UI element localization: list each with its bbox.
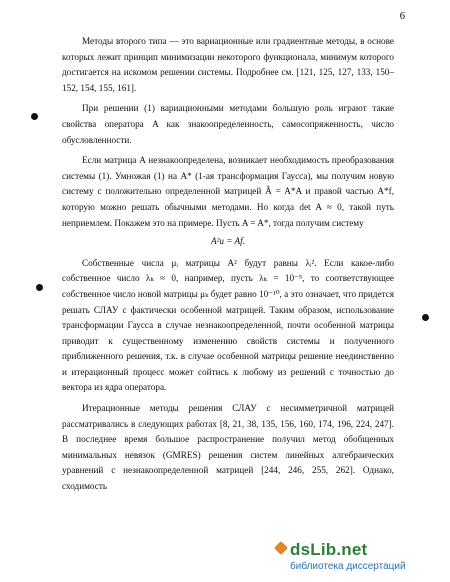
watermark-logo: dsLib.net bbox=[290, 540, 368, 559]
logo-mark-icon bbox=[274, 541, 288, 555]
scan-dot bbox=[31, 113, 38, 120]
page-number: 6 bbox=[399, 11, 405, 22]
document-body bbox=[62, 34, 394, 495]
paragraph-gauss-transformation: Если матрица A незнакоопределена, возникает необходимость преобразования системы (1). Умножая (1) на A* (1-ая трансформация Гаусса), мы получим новую систему с положительно определенной матрицей Â = A*A и правой частью A*f, которую можно решать обычными методами. Но когда det A ≈ 0, такой путь неприемлем. Покажем это на примере. Пусть A = A*, тогда получим систему bbox=[62, 155, 394, 228]
watermark bbox=[290, 540, 440, 576]
formula: A²u = Af. bbox=[210, 236, 246, 247]
paragraph-methods-second-type: Методы второго типа — это вариационные или градиентные методы, в основе которых лежит принцип минимизации некоторого функционала, минимум которого достигается на искомом решении системы. Подробнее см. [121, 125, 127, 133, 150–152, 154, 155, 161]. bbox=[62, 36, 394, 93]
paragraph-eigenvalues: Собственные числа μᵢ матрицы A² будут равны λᵢ². Если какое-либо собственное число λₖ ≈ 0, например, пусть λₖ = 10⁻⁵, то соответствующее собственное число новой матрицы μₖ будет равно 10⁻¹⁰, а это означает, что придется решать СЛАУ с фактически особенной матрицей. Таким образом, использование трансформации Гаусса в случае незнакоопределенной, почти особенной матрицы приводит к существенному изменению свойств системы и полученного приближенного решения, т.к. в случае особенной матрицы решение неединственно и итерационный процесс может сойтись к любому из решений с точностью до вектора из ядра оператора. bbox=[62, 257, 394, 393]
scan-dot bbox=[36, 284, 43, 291]
paragraph-operator-properties: При решении (1) вариационными методами большую роль играют такие свойства оператора A как знакоопределенность, самосопряженность, число обусловленности. bbox=[62, 103, 394, 145]
paragraph-iterative-methods: Итерационные методы решения СЛАУ с несимметричной матрицей рассматривались в следующих работах [8, 21, 38, 135, 156, 160, 174, 196, 224, 247]. В последнее время большое распространение получил метод обобщенных минимальных невязок (GMRES) решения систем линейных алгебраических уравнений с незнакоопределенной матрицей [244, 246, 255, 262]. Однако, сходимость bbox=[62, 403, 394, 492]
scan-dot bbox=[422, 314, 429, 321]
watermark-subtitle: библиотека диссертаций bbox=[290, 561, 406, 572]
